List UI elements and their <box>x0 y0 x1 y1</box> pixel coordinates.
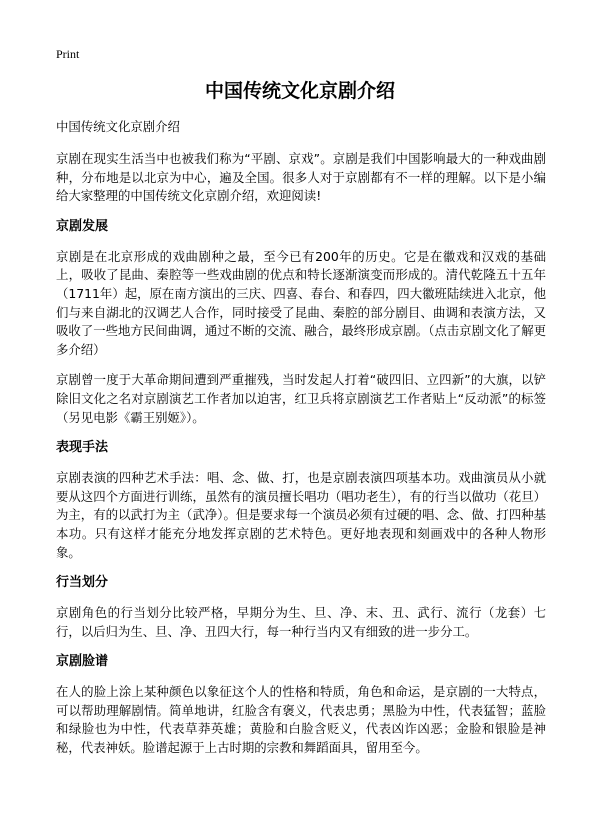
section-development <box>56 218 546 427</box>
section-facial-masks <box>56 653 546 757</box>
article-body <box>56 118 546 770</box>
intro-paragraph: 京剧在现实生活当中也被我们称为“平剧、京戏”。京剧是我们中国影响最大的一种戏曲剧种，分布地是以北京为中心，遍及全国。很多人对于京剧都有不一样的理解。以下是小编给大家整理的中国传统文化京剧介绍，欢迎阅读! <box>56 151 546 204</box>
section-paragraph: 京剧是在北京形成的戏曲剧种之最，至今已有200年的历史。它是在徽戏和汉戏的基础上，吸收了昆曲、秦腔等一些戏曲剧的优点和特长逐渐演变而形成的。清代乾隆五十五年（1711年）起，原在南方演出的三庆、四喜、春台、和春四，四大徽班陆续进入北京，他们与来自湖北的汉调艺人合作，同时接受了昆曲、秦腔的部分剧目、曲调和表演方法，又吸收了一些地方民间曲调，通过不断的交流、融合，最终形成京剧。（点击京剧文化了解更多介绍） <box>56 248 546 357</box>
section-paragraph: 在人的脸上涂上某种颜色以象征这个人的性格和特质，角色和命运，是京剧的一大特点，可以帮助理解剧情。简单地讲，红脸含有褒义，代表忠勇；黑脸为中性，代表猛智；蓝脸和绿脸也为中性，代表草莽英雄；黄脸和白脸含贬义，代表凶诈凶恶；金脸和银脸是神秘，代表神妖。脸谱起源于上古时期的宗教和舞蹈面具，留用至今。 <box>56 684 546 756</box>
section-paragraph: 京剧角色的行当划分比较严格，早期分为生、旦、净、末、丑、武行、流行（龙套）七行，以后归为生、旦、净、丑四大行，每一种行当内又有细致的进一步分工。 <box>56 605 546 639</box>
section-heading: 京剧脸谱 <box>56 654 109 670</box>
section-heading: 行当划分 <box>56 575 109 591</box>
article-subtitle: 中国传统文化京剧介绍 <box>56 119 180 134</box>
page-title: 中国传统文化京剧介绍 <box>204 80 395 102</box>
section-techniques <box>56 439 546 562</box>
print-link[interactable]: Print <box>56 47 80 61</box>
section-paragraph: 京剧表演的四种艺术手法：唱、念、做、打，也是京剧表演四项基本功。戏曲演员从小就要从这四个方面进行训练，虽然有的演员擅长唱功（唱功老生），有的行当以做功（花旦）为主，有的以武打为主（武净）。但是要求每一个演员必须有过硬的唱、念、做、打四种基本功。只有这样才能充分地发挥京剧的艺术特色。更好地表现和刻画戏中的各种人物形象。 <box>56 470 546 560</box>
section-heading: 表现手法 <box>56 440 109 456</box>
section-paragraph: 京剧曾一度于大革命期间遭到严重摧残，当时发起人打着“破四旧、立四新”的大旗，以铲除旧文化之名对京剧演艺工作者加以迫害，红卫兵将京剧演艺工作者贴上“反动派”的标签（另见电影《霸王别姬》）。 <box>56 372 546 425</box>
section-heading: 京剧发展 <box>56 218 109 234</box>
section-roles <box>56 574 546 641</box>
